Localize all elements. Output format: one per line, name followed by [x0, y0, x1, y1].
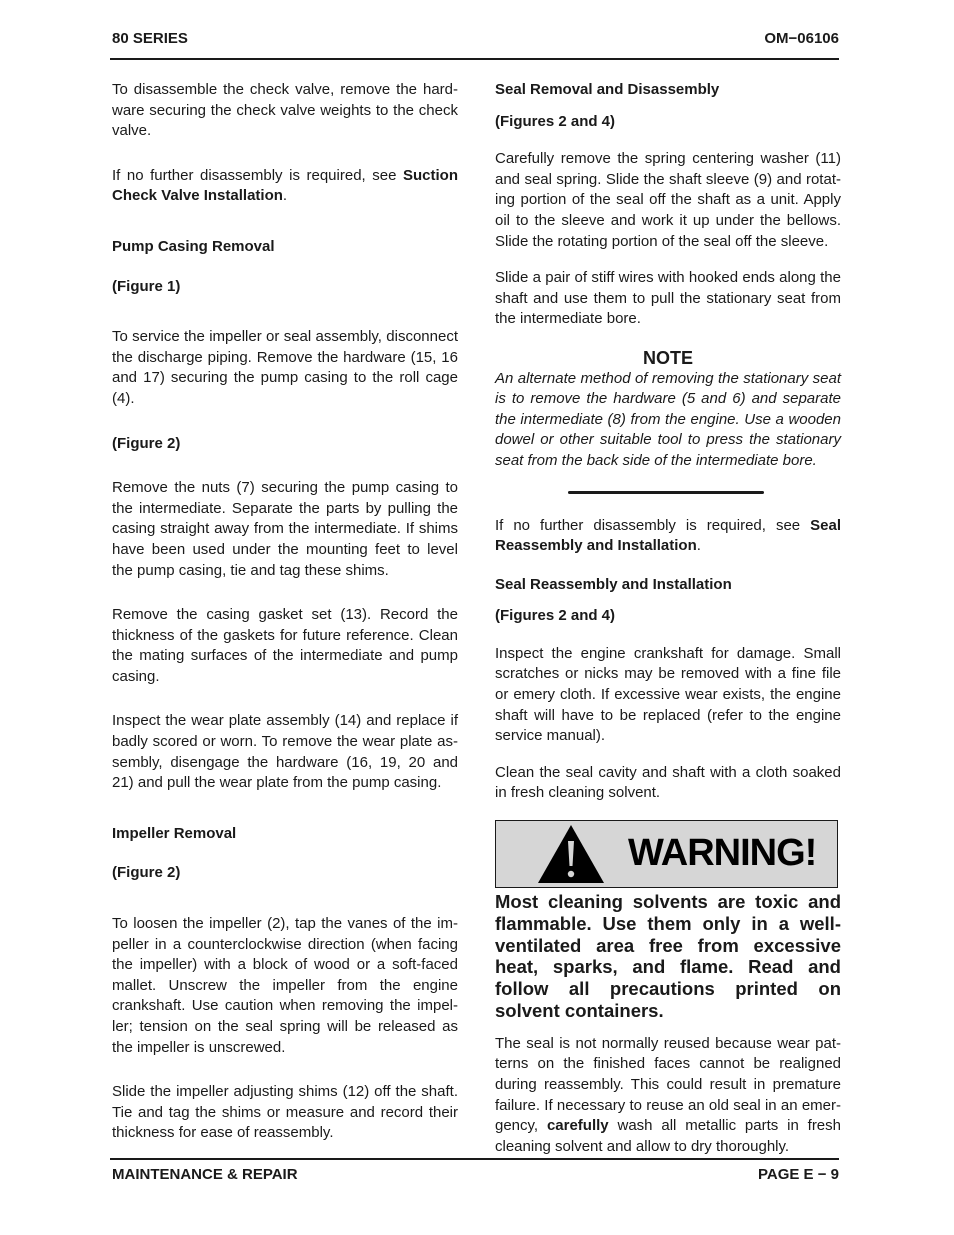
section-heading: Pump Casing Removal	[112, 237, 275, 255]
warning-banner	[495, 820, 838, 888]
header-series: 80 SERIES	[112, 30, 188, 47]
paragraph: If no further disassembly is required, see Suction Check Valve Installation.	[112, 166, 458, 205]
paragraph: Slide the impeller adjusting shims (12) off the shaft. Tie and tag the shims or measure and record their thickness for ease of reassembly.	[112, 1083, 458, 1142]
footer-section: MAINTENANCE & REPAIR	[112, 1166, 298, 1183]
cross-reference: Seal Reassembly and Installation	[495, 516, 841, 555]
paragraph: If no further disassembly is required, see Seal Reassembly and Installation.	[495, 516, 841, 555]
section-heading: Impeller Removal	[112, 824, 237, 842]
left-column	[112, 80, 458, 1144]
note-divider	[568, 491, 764, 494]
warning-label: WARNING!	[628, 832, 817, 875]
note-body: An alternate method of removing the stationary seat is to remove the hardware (5 and 6) and separate the intermediate (8) from the engine. Use a wooden dowel or other suitable tool to press the stationary seat from the back side of the intermediate bore.	[495, 369, 841, 469]
warning-text: Most cleaning solvents are toxic and flammable. Use them only in a well-ventilated area free from excessive heat, sparks, and flame. Read and follow all precautions printed on solvent containers.	[495, 891, 841, 1022]
figure-reference: (Figures 2 and 4)	[495, 607, 616, 625]
paragraph: Remove the casing gasket set (13). Record the thickness of the gaskets for future reference. Clean the mating surfaces of the intermediate and pump casing.	[112, 606, 458, 685]
emphasis: carefully	[546, 1117, 609, 1135]
figure-reference: (Figure 1)	[112, 277, 181, 295]
paragraph: Inspect the wear plate assembly (14) and replace if badly scored or worn. To remove the wear plate assembly, disengage the hardware (16, 19, 20 and 21) and pull the wear plate from the pump casing.	[112, 712, 458, 792]
paragraph: To disassemble the check valve, remove the hardware securing the check valve weights to the check valve.	[112, 81, 458, 140]
paragraph: To loosen the impeller (2), tap the vanes of the impeller in a counterclockwise direction (when facing the impeller) with a block of wood or a soft-faced mallet. Unscrew the impeller from the engine crankshaft. Use caution when removing the impeller; tension on the seal spring will be released as the impeller is unscrewed.	[112, 915, 458, 1056]
note-title: NOTE	[642, 347, 693, 368]
paragraph: Carefully remove the spring centering washer (11) and seal spring. Slide the shaft sleeve (9) and rotating portion of the seal off the shaft as a unit. Apply oil to the sleeve and work it up under the bellows. Slide the rotating portion of the seal off the sleeve.	[495, 150, 841, 250]
footer-rule	[110, 1158, 839, 1160]
header-doc-number: OM−06106	[764, 30, 839, 47]
figure-reference: (Figure 2)	[112, 864, 181, 882]
right-column	[495, 80, 841, 1157]
paragraph: Remove the nuts (7) securing the pump casing to the intermediate. Separate the parts by pulling the casing straight away from the intermediate. If shims have been used under the mounting feet to level the pump casing, tie and tag these shims.	[112, 479, 458, 579]
paragraph: Inspect the engine crankshaft for damage. Small scratches or nicks may be removed with a fine file or emery cloth. If excessive wear exists, the engine shaft will have to be replaced (refer to the engine service manual).	[495, 644, 841, 745]
paragraph: The seal is not normally reused because wear patterns on the finished faces cannot be realigned during reassembly. This could result in premature failure. If necessary to reuse an old seal in an emergency, carefully wash all metallic parts in fresh cleaning solvent and allow to dry thoroughly.	[495, 1034, 841, 1155]
figure-reference: (Figures 2 and 4)	[495, 112, 616, 130]
paragraph: To service the impeller or seal assembly, disconnect the discharge piping. Remove the hardware (15, 16 and 17) securing the pump casing to the roll cage (4).	[112, 328, 458, 407]
section-heading: Seal Reassembly and Installation	[495, 575, 732, 593]
footer-page-number: PAGE E − 9	[757, 1166, 839, 1183]
figure-reference: (Figure 2)	[112, 434, 181, 452]
section-heading: Seal Removal and Disassembly	[495, 81, 720, 98]
paragraph: Slide a pair of stiff wires with hooked ends along the shaft and use them to pull the stationary seat from the intermediate bore.	[495, 269, 841, 328]
paragraph: Clean the seal cavity and shaft with a cloth soaked in fresh cleaning solvent.	[495, 763, 841, 802]
header-rule	[110, 58, 839, 60]
cross-reference: Suction Check Valve Installation	[112, 166, 458, 205]
exclamation-triangle-icon	[536, 823, 606, 885]
